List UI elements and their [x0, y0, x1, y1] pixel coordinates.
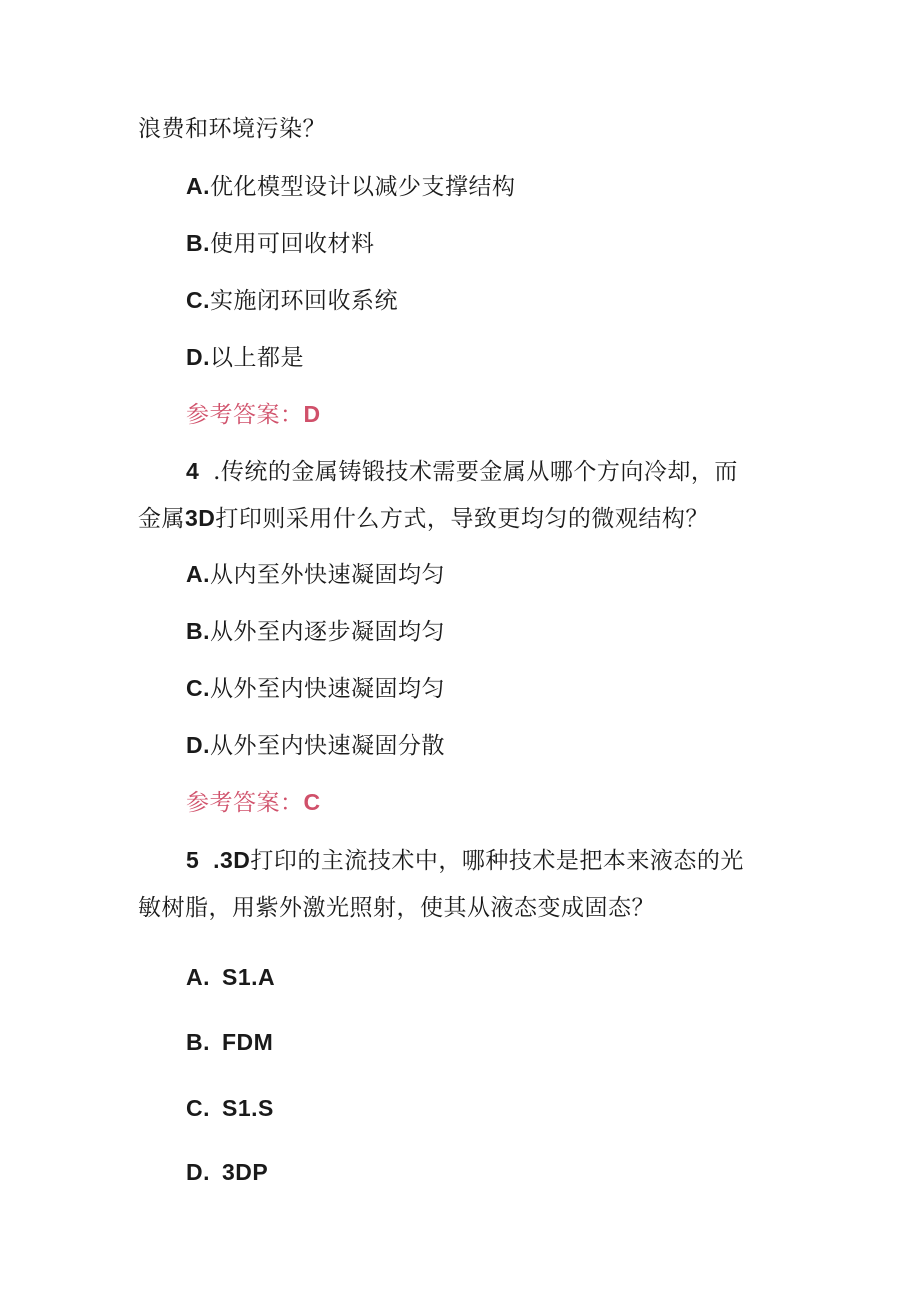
option-b	[186, 228, 375, 259]
option-c	[186, 1093, 274, 1124]
option-label: C.	[186, 675, 210, 701]
answer-prefix: 参考答案：	[186, 402, 304, 428]
question-number: 5	[186, 847, 200, 873]
option-a	[186, 559, 445, 590]
option-text: 以上都是	[210, 345, 304, 371]
option-label: D.	[186, 1159, 210, 1185]
option-text: FDM	[222, 1029, 274, 1055]
option-label: C.	[186, 1095, 210, 1121]
option-label: B.	[186, 618, 210, 644]
question-continuation: 浪费和环境污染？	[138, 116, 326, 142]
answer-prefix: 参考答案：	[186, 790, 304, 816]
option-text: S1.S	[222, 1095, 274, 1121]
answer-value: C	[303, 789, 321, 815]
question-5-line-1: 5 .3D打印的主流技术中，哪种技术是把本来液态的光	[186, 847, 744, 874]
option-b	[186, 616, 445, 647]
option-text: 实施闭环回收系统	[210, 288, 398, 314]
option-text: 优化模型设计以减少支撑结构	[210, 174, 516, 200]
option-text: 3DP	[222, 1159, 269, 1185]
option-text: S1.A	[222, 964, 276, 990]
option-label: D.	[186, 344, 210, 370]
option-d	[186, 730, 445, 761]
option-text: 从外至内逐步凝固均匀	[210, 619, 445, 645]
option-text: 从外至内快速凝固分散	[210, 733, 445, 759]
question-5-line-2: 敏树脂，用紫外激光照射，使其从液态变成固态？	[138, 895, 655, 921]
option-c	[186, 285, 398, 316]
option-label: C.	[186, 287, 210, 313]
option-a	[186, 171, 516, 202]
option-label: D.	[186, 732, 210, 758]
option-b	[186, 1027, 273, 1058]
answer-line	[186, 399, 321, 430]
option-d	[186, 342, 304, 373]
option-text: 从外至内快速凝固均匀	[210, 676, 445, 702]
question-number: 4	[186, 458, 200, 484]
option-text: 从内至外快速凝固均匀	[210, 562, 445, 588]
option-label: A.	[186, 964, 210, 990]
option-label: A.	[186, 561, 210, 587]
option-a	[186, 962, 275, 993]
option-label: B.	[186, 1029, 210, 1055]
option-d	[186, 1157, 268, 1188]
question-4-line-2: 金属3D打印则采用什么方式，导致更均匀的微观结构？	[138, 505, 709, 532]
question-4-line-1	[186, 456, 738, 487]
option-label: B.	[186, 230, 210, 256]
option-label: A.	[186, 173, 210, 199]
question-text: .传统的金属铸锻技术需要金属从哪个方向冷却，而	[213, 459, 738, 485]
answer-line	[186, 787, 321, 818]
option-text: 使用可回收材料	[210, 231, 375, 257]
question-text: 打印的主流技术中，哪种技术是把本来液态的光	[250, 848, 744, 874]
answer-value: D	[303, 401, 321, 427]
option-c	[186, 673, 445, 704]
